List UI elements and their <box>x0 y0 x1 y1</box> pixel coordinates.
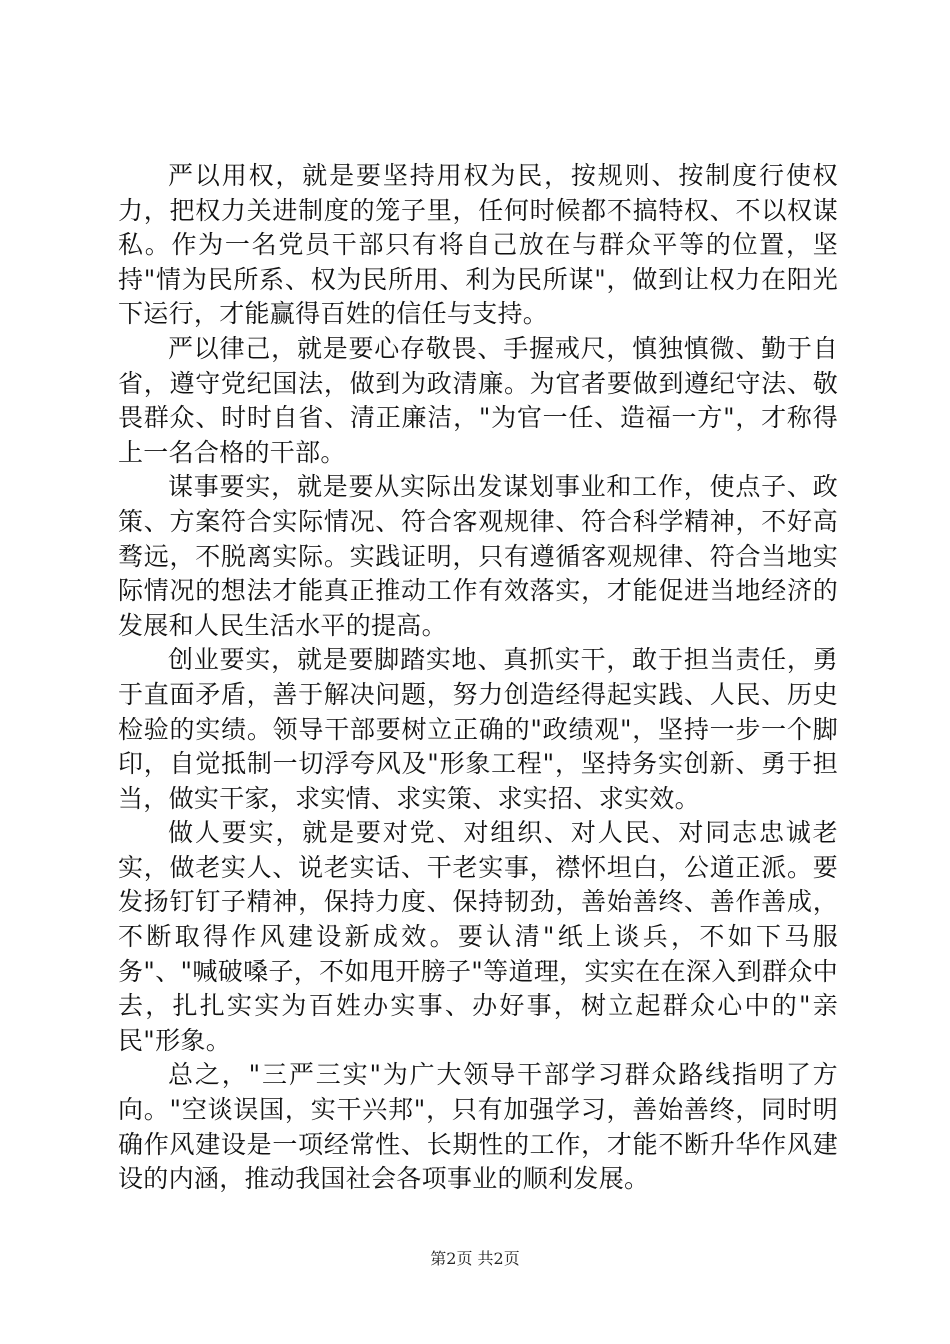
paragraph-practical-planning: 谋事要实，就是要从实际出发谋划事业和工作，使点子、政策、方案符合实际情况、符合客观规律、符合科学精神，不好高骛远，不脱离实际。实践证明，只有遵循客观规律、符合当地实际情况的想法才能真正推动工作有效落实，才能促进当地经济的发展和人民生活水平的提高。 <box>118 472 838 640</box>
paragraph-strict-self-discipline: 严以律己，就是要心存敬畏、手握戒尺，慎独慎微、勤于自省，遵守党纪国法，做到为政清廉。为官者要做到遵纪守法、敬畏群众、时时自省、清正廉洁，"为官一任、造福一方"，才称得上一名合格的干部。 <box>118 333 838 467</box>
paragraph-conclusion: 总之，"三严三实"为广大领导干部学习群众路线指明了方向。"空谈误国，实干兴邦"，只有加强学习，善始善终，同时明确作风建设是一项经常性、长期性的工作，才能不断升华作风建设的内涵，推动我国社会各项事业的顺利发展。 <box>118 1060 838 1194</box>
paragraph-strict-power: 严以用权，就是要坚持用权为民，按规则、按制度行使权力，把权力关进制度的笼子里，任何时候都不搞特权、不以权谋私。作为一名党员干部只有将自己放在与群众平等的位置，坚持"情为民所系、权为民所用、利为民所谋"，做到让权力在阳光下运行，才能赢得百姓的信任与支持。 <box>118 161 838 329</box>
document-body <box>118 159 838 1197</box>
page-number-footer: 第2页 共2页 <box>430 1249 520 1268</box>
paragraph-practical-undertaking: 创业要实，就是要脚踏实地、真抓实干，敢于担当责任，勇于直面矛盾，善于解决问题，努力创造经得起实践、人民、历史检验的实绩。领导干部要树立正确的"政绩观"，坚持一步一个脚印，自觉抵制一切浮夸风及"形象工程"，坚持务实创新、勇于担当，做实干家，求实情、求实策、求实招、求实效。 <box>118 645 838 813</box>
paragraph-practical-conduct: 做人要实，就是要对党、对组织、对人民、对同志忠诚老实，做老实人、说老实话、干老实事，襟怀坦白，公道正派。要发扬钉钉子精神，保持力度、保持韧劲，善始善终、善作善成，不断取得作风建设新成效。要认清"纸上谈兵，不如下马服务"、"喊破嗓子，不如甩开膀子"等道理，实实在在深入到群众中去，扎扎实实为百姓办实事、办好事，树立起群众心中的"亲民"形象。 <box>118 818 838 1055</box>
